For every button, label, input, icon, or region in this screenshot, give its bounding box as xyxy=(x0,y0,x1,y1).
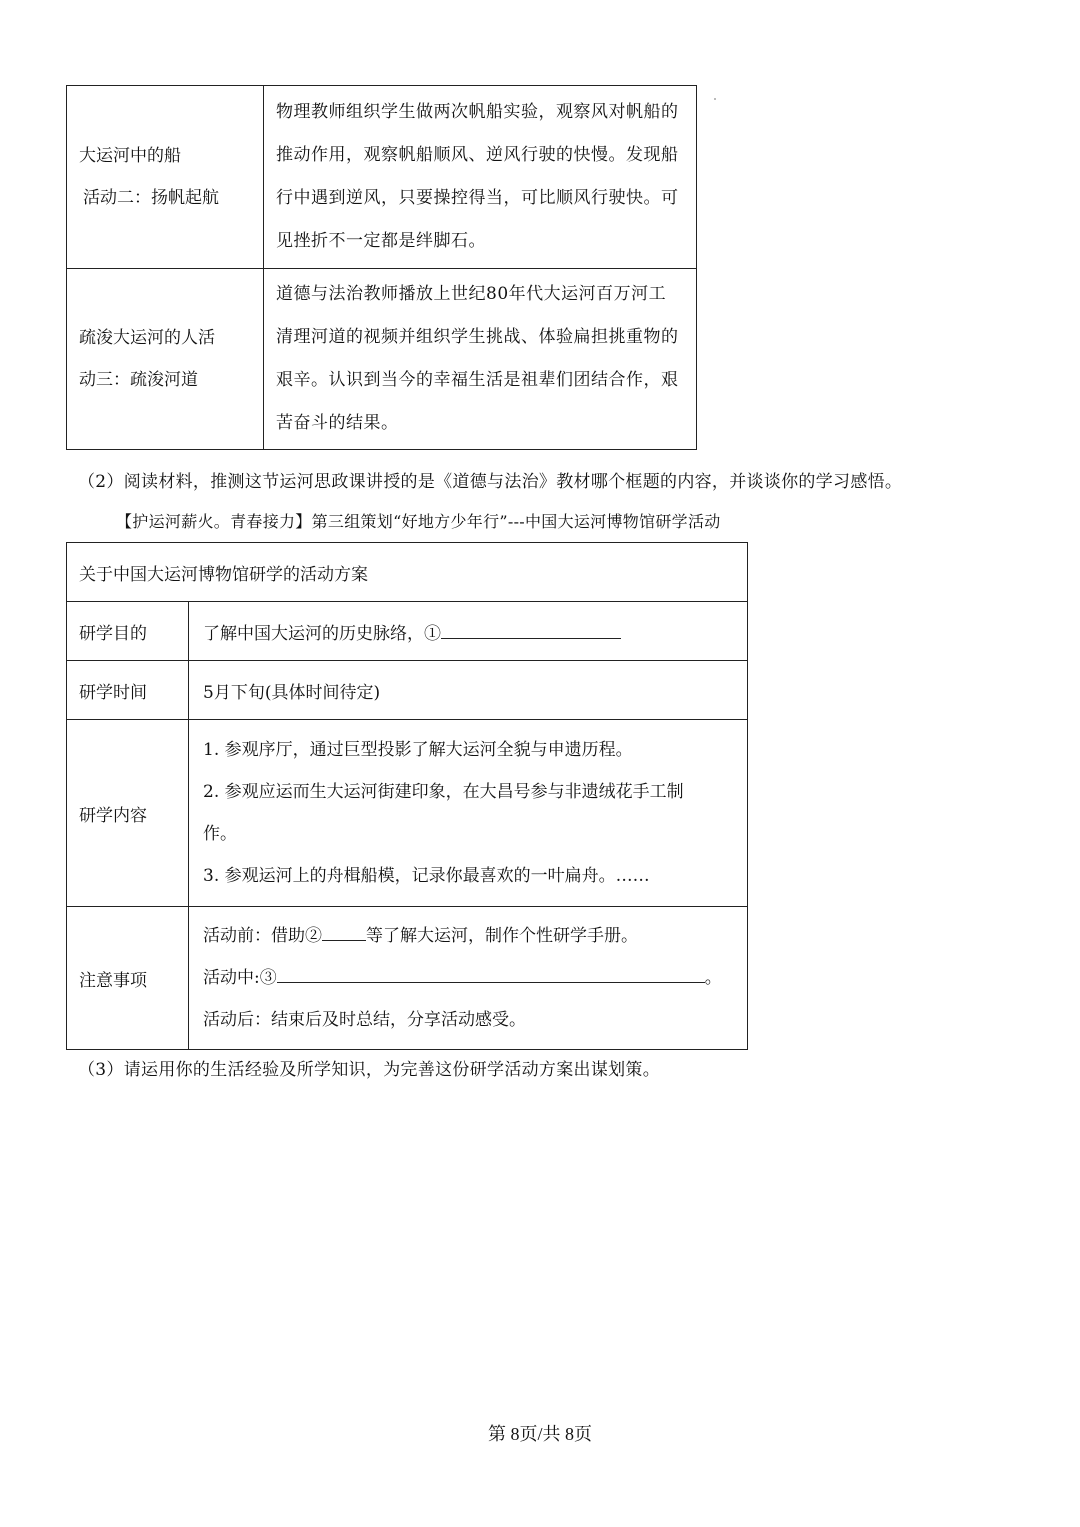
note-after: 活动后：结束后及时总结，分享活动感受。 xyxy=(203,1010,526,1030)
activity-label-line: 动三：疏浚河道 xyxy=(79,370,198,390)
table-row xyxy=(67,86,697,269)
activity-label-cell xyxy=(67,86,264,269)
scan-speck xyxy=(714,98,716,100)
activity-content-line: 见挫折不一定都是绊脚石。 xyxy=(276,231,486,251)
table-row xyxy=(67,907,748,1050)
activity-content-line: 物理教师组织学生做两次帆船实验，观察风对帆船的 xyxy=(276,102,679,122)
page-footer: 第 8页/共 8页 xyxy=(487,1424,592,1444)
answer-blank-2[interactable] xyxy=(322,923,366,941)
question-2: （2）阅读材料，推测这节运河思政课讲授的是《道德与法治》教材哪个框题的内容，并谈谈你的学习感悟。 xyxy=(78,472,903,492)
aim-label: 研学目的 xyxy=(67,602,189,661)
study-plan-table xyxy=(66,542,748,1050)
table-row xyxy=(67,720,748,907)
table-row xyxy=(67,661,748,720)
plan-title: 关于中国大运河博物馆研学的活动方案 xyxy=(67,543,748,602)
content-label: 研学内容 xyxy=(67,720,189,907)
activity-content-line: 清理河道的视频并组织学生挑战、体验扁担挑重物的 xyxy=(276,327,679,347)
content-line: 2. 参观应运而生大运河街建印象，在大昌号参与非遗绒花手工制 xyxy=(203,782,684,802)
note-before xyxy=(203,915,746,957)
note-during xyxy=(203,957,746,999)
notes-label: 注意事项 xyxy=(67,907,189,1050)
question-3: （3）请运用你的生活经验及所学知识，为完善这份研学活动方案出谋划策。 xyxy=(78,1060,661,1080)
note-before-suffix: 等了解大运河，制作个性研学手册。 xyxy=(366,926,638,946)
activity-content-line: 苦奋斗的结果。 xyxy=(276,413,399,433)
notes-cell xyxy=(189,907,748,1050)
content-line: 作。 xyxy=(203,824,237,844)
content-line: 1. 参观序厅，通过巨型投影了解大运河全貌与申遗历程。 xyxy=(203,740,633,760)
aim-text: 了解中国大运河的历史脉络，① xyxy=(203,623,441,644)
activity-content-line: 艰辛。认识到当今的幸福生活是祖辈们团结合作，艰 xyxy=(276,370,679,390)
activity-content-line: 推动作用，观察帆船顺风、逆风行驶的快慢。发现船 xyxy=(276,145,679,165)
content-cell xyxy=(189,720,748,907)
activity-content-cell xyxy=(264,269,697,450)
activity-label-cell xyxy=(67,269,264,450)
note-during-prefix: 活动中:③ xyxy=(203,968,277,988)
answer-blank-1[interactable] xyxy=(441,621,621,639)
time-label: 研学时间 xyxy=(67,661,189,720)
table-row xyxy=(67,543,748,602)
activity-label-line: 疏浚大运河的人活 xyxy=(79,328,215,348)
table-row xyxy=(67,269,697,450)
activity-content-line: 行中遇到逆风，只要操控得当，可比顺风行驶快。可 xyxy=(276,188,679,208)
activity-content-cell xyxy=(264,86,697,269)
time-text: 5月下旬(具体时间待定) xyxy=(189,661,748,720)
section-3-heading: 【护运河薪火。青春接力】第三组策划“好地方少年行”---中国大运河博物馆研学活动 xyxy=(116,512,721,531)
activity-content-line: 道德与法治教师播放上世纪80年代大运河百万河工 xyxy=(276,284,667,304)
answer-blank-3[interactable] xyxy=(277,965,705,983)
note-during-suffix: 。 xyxy=(704,968,722,988)
activity-label-line: 大运河中的船 xyxy=(79,146,181,166)
activity-label-line: 活动二：扬帆起航 xyxy=(83,188,219,208)
note-before-prefix: 活动前：借助② xyxy=(203,926,322,946)
activities-table xyxy=(66,85,697,450)
content-line: 3. 参观运河上的舟楫船模，记录你最喜欢的一叶扁舟。…… xyxy=(203,866,650,886)
table-row xyxy=(67,602,748,661)
aim-cell xyxy=(189,602,748,661)
